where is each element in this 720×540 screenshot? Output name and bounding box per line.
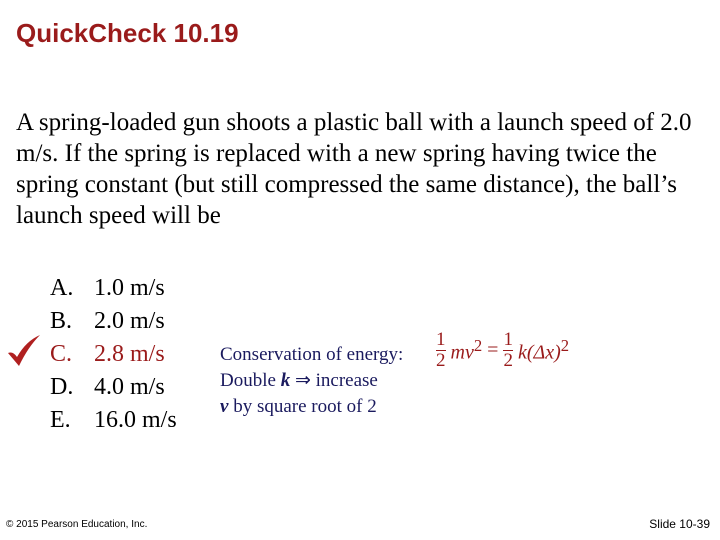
note-line-2 [220,368,403,394]
answer-text: 2.8 m/s [94,341,165,367]
answer-letter: B. [50,308,73,334]
answer-text: 4.0 m/s [94,374,165,400]
fraction [503,330,513,371]
answer-e[interactable] [50,404,177,437]
fraction-denominator: 2 [503,350,513,371]
answer-text: 2.0 m/s [94,308,165,334]
equation-left: $mv^2$ [450,336,483,364]
answer-text: 1.0 m/s [94,275,165,301]
answer-letter: C. [50,341,73,367]
answer-letter: D. [50,374,74,400]
note-variable: k [280,370,291,391]
explanation-note [220,342,403,420]
checkmark-icon [4,333,44,369]
fraction-numerator: 1 [436,329,446,350]
note-text: Double [220,370,281,391]
answer-b[interactable] [50,305,177,338]
fraction [436,330,446,371]
answer-list [50,272,177,437]
fraction-denominator: 2 [436,350,446,371]
note-line-1: Conservation of energy: [220,344,404,365]
answer-d[interactable] [50,371,177,404]
answer-letter: A. [50,275,74,301]
slide-title: QuickCheck 10.19 [16,18,239,48]
implies-arrow: ⇒ [294,370,311,391]
fraction-numerator: 1 [503,329,513,350]
note-text: increase [310,370,378,391]
answer-c[interactable] [50,338,177,371]
question-text: A spring-loaded gun shoots a plastic ball with a launch speed of 2.0 m/s. If the spring is replaced with a new spring having twice the spring constant (but still compressed the same distance), the ball’s launch speed will be [16,109,692,229]
equation-right: $k(\Delta x)^2$ [517,336,570,364]
answer-letter: E. [50,407,71,433]
equals-sign: = [487,339,499,361]
answer-text: 16.0 m/s [94,407,177,433]
answer-a[interactable] [50,272,177,305]
copyright: © 2015 Pearson Education, Inc. [6,519,148,530]
note-variable: v [220,396,229,417]
energy-equation [436,330,569,380]
note-text: by square root of 2 [228,396,377,417]
note-line-3 [220,394,403,420]
slide-number: Slide 10-39 [649,517,710,531]
